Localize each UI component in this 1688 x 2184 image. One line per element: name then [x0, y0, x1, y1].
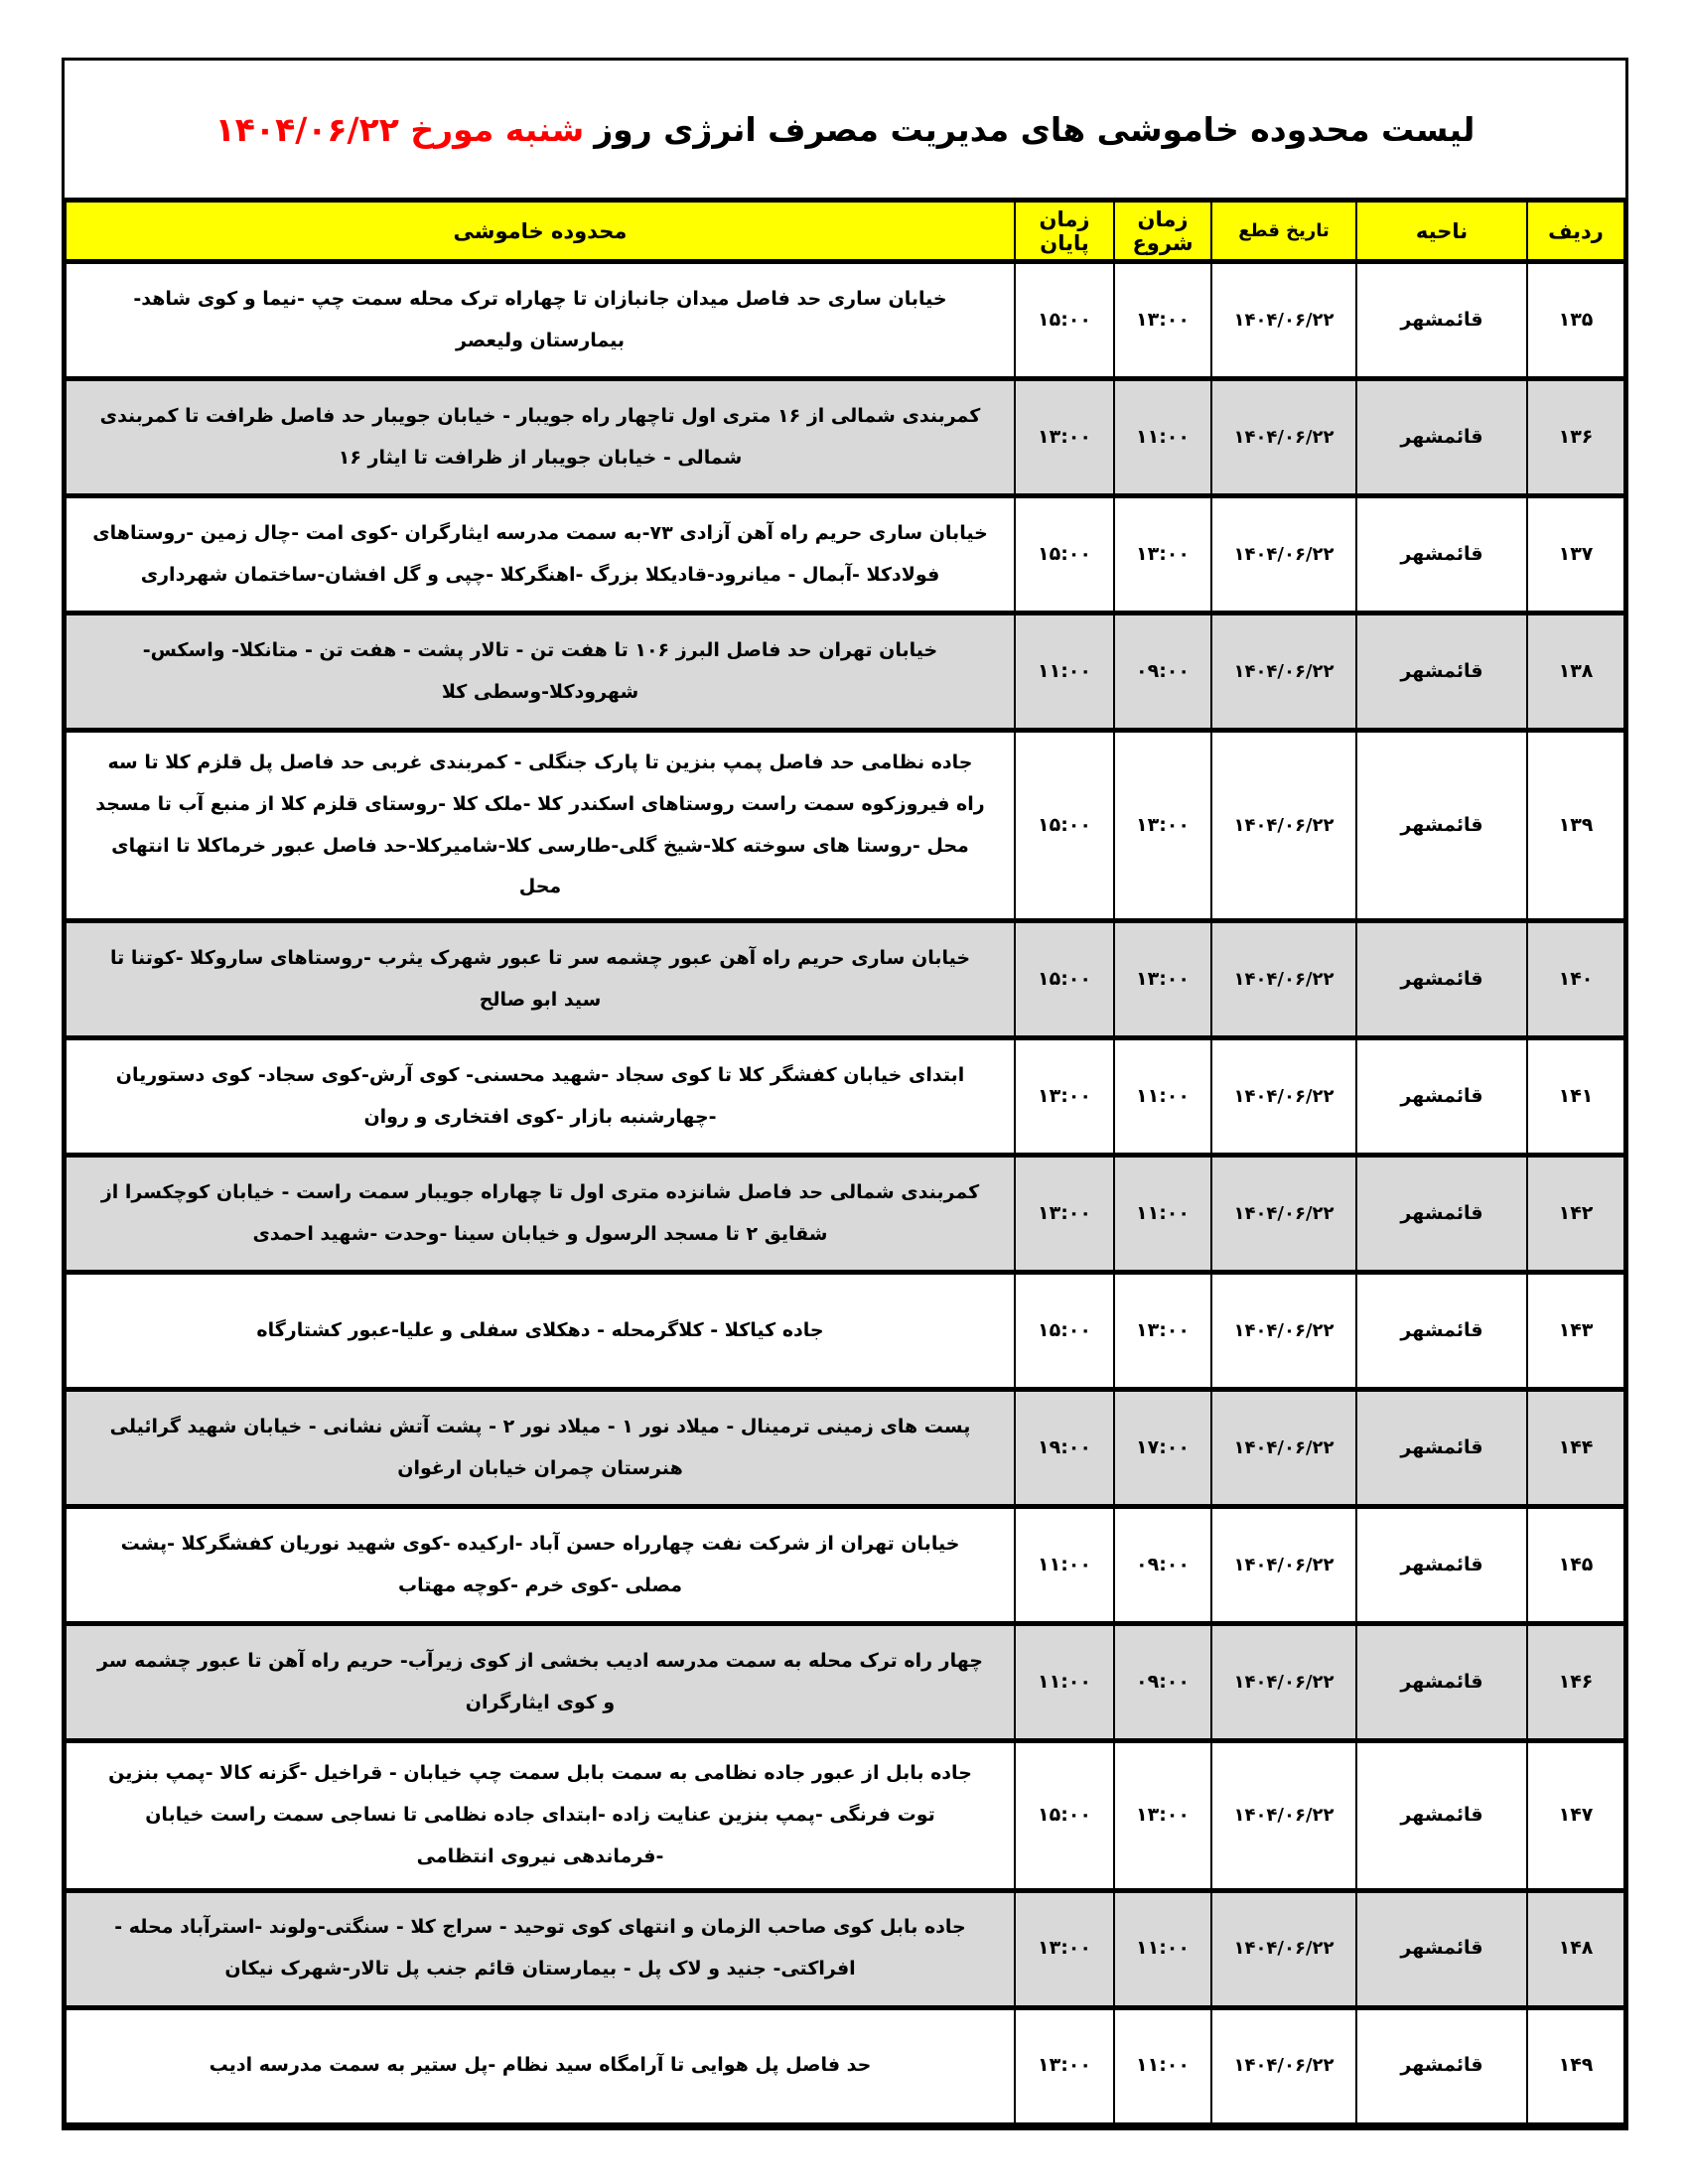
end-time-cell: ۱۵:۰۰ [1015, 496, 1114, 614]
table-row [66, 614, 1624, 731]
cut-date-cell: ۱۴۰۴/۰۶/۲۲ [1211, 379, 1356, 496]
region-cell: قائمشهر [1356, 1741, 1527, 1890]
region-cell: قائمشهر [1356, 614, 1527, 731]
outage-area-cell: جاده نظامی حد فاصل پمپ بنزین تا پارک جنگلی - کمربندی غربی حد فاصل پل قلزم کلا تا سه راه فیروزکوه سمت راست روستاهای اسکندر کلا -ملک کلا -روستای قلزم کلا از منبع آب تا مسجد محل -روستا های سوخته کلا-شیخ گلی-طارسی کلا-شامیرکلا-حد فاصل عبور خرماکلا تا انتهای محل [66, 731, 1015, 921]
cut-date-cell: ۱۴۰۴/۰۶/۲۲ [1211, 614, 1356, 731]
outage-table-body [66, 262, 1624, 2125]
region-cell: قائمشهر [1356, 1624, 1527, 1741]
row-number-cell: ۱۴۵ [1527, 1507, 1624, 1624]
table-row [66, 1890, 1624, 2007]
header-end-time: زمان پایان [1015, 201, 1114, 262]
end-time-cell: ۱۱:۰۰ [1015, 614, 1114, 731]
row-number-cell: ۱۴۴ [1527, 1390, 1624, 1507]
cut-date-cell: ۱۴۰۴/۰۶/۲۲ [1211, 1156, 1356, 1273]
region-cell: قائمشهر [1356, 1273, 1527, 1390]
row-number-cell: ۱۴۹ [1527, 2007, 1624, 2124]
row-number-cell: ۱۴۸ [1527, 1890, 1624, 2007]
region-cell: قائمشهر [1356, 1156, 1527, 1273]
header-start-time: زمان شروع [1114, 201, 1211, 262]
outage-area-cell: خیابان تهران از شرکت نفت چهارراه حسن آباد -ارکیده -کوی شهید نوریان کفشگرکلا -پشت مصلی -کوی خرم -کوچه مهتاب [66, 1507, 1015, 1624]
start-time-cell: ۱۱:۰۰ [1114, 1038, 1211, 1156]
cut-date-cell: ۱۴۰۴/۰۶/۲۲ [1211, 1741, 1356, 1890]
end-time-cell: ۱۳:۰۰ [1015, 1156, 1114, 1273]
table-row [66, 1507, 1624, 1624]
end-time-cell: ۱۵:۰۰ [1015, 1741, 1114, 1890]
outage-area-cell: کمربندی شمالی از ۱۶ متری اول تاچهار راه جویبار - خیابان جویبار حد فاصل ظرافت تا کمربندی شمالی - خیابان جویبار از ظرافت تا ایثار ۱۶ [66, 379, 1015, 496]
table-row [66, 1741, 1624, 1890]
region-cell: قائمشهر [1356, 379, 1527, 496]
outage-area-cell: کمربندی شمالی حد فاصل شانزده متری اول تا چهاراه جویبار سمت راست - خیابان کوچکسرا از شقایق ۲ تا مسجد الرسول و خیابان سینا -وحدت -شهید احمدی [66, 1156, 1015, 1273]
cut-date-cell: ۱۴۰۴/۰۶/۲۲ [1211, 2007, 1356, 2124]
table-row [66, 1038, 1624, 1156]
cut-date-cell: ۱۴۰۴/۰۶/۲۲ [1211, 1507, 1356, 1624]
cut-date-cell: ۱۴۰۴/۰۶/۲۲ [1211, 1038, 1356, 1156]
row-number-cell: ۱۴۰ [1527, 921, 1624, 1038]
table-row [66, 1156, 1624, 1273]
table-row [66, 731, 1624, 921]
outage-area-cell: خیابان ساری حریم راه آهن عبور چشمه سر تا عبور شهرک یثرب -روستاهای ساروکلا -کوتنا تا سید ابو صالح [66, 921, 1015, 1038]
outage-area-cell: چهار راه ترک محله به سمت مدرسه ادیب بخشی از کوی زیرآب- حریم راه آهن تا عبور چشمه سر و کوی ایثارگران [66, 1624, 1015, 1741]
end-time-cell: ۱۵:۰۰ [1015, 731, 1114, 921]
row-number-cell: ۱۴۲ [1527, 1156, 1624, 1273]
end-time-cell: ۱۳:۰۰ [1015, 1890, 1114, 2007]
table-row [66, 496, 1624, 614]
end-time-cell: ۱۳:۰۰ [1015, 1038, 1114, 1156]
start-time-cell: ۱۳:۰۰ [1114, 1273, 1211, 1390]
page-title-date-red-text: شنبه مورخ ۱۴۰۴/۰۶/۲۲ [214, 109, 585, 149]
cut-date-cell: ۱۴۰۴/۰۶/۲۲ [1211, 1890, 1356, 2007]
table-row [66, 262, 1624, 379]
start-time-cell: ۱۱:۰۰ [1114, 2007, 1211, 2124]
region-cell: قائمشهر [1356, 1507, 1527, 1624]
start-time-cell: ۱۳:۰۰ [1114, 1741, 1211, 1890]
table-row [66, 1390, 1624, 1507]
outage-table-header [66, 201, 1624, 262]
end-time-cell: ۱۵:۰۰ [1015, 1273, 1114, 1390]
page-title-black-text: لیست محدوده خاموشی های مدیریت مصرف انرژی روز [594, 109, 1476, 149]
end-time-cell: ۱۵:۰۰ [1015, 921, 1114, 1038]
outage-area-cell: پست های زمینی ترمینال - میلاد نور ۱ - میلاد نور ۲ - پشت آتش نشانی - خیابان شهید گرائیلی هنرستان چمران خیابان ارغوان [66, 1390, 1015, 1507]
row-number-cell: ۱۴۷ [1527, 1741, 1624, 1890]
start-time-cell: ۱۳:۰۰ [1114, 496, 1211, 614]
table-row [66, 379, 1624, 496]
end-time-cell: ۱۳:۰۰ [1015, 2007, 1114, 2124]
header-cut-date: تاریخ قطع [1211, 201, 1356, 262]
cut-date-cell: ۱۴۰۴/۰۶/۲۲ [1211, 1624, 1356, 1741]
table-row [66, 1624, 1624, 1741]
end-time-cell: ۱۹:۰۰ [1015, 1390, 1114, 1507]
end-time-cell: ۱۱:۰۰ [1015, 1507, 1114, 1624]
cut-date-cell: ۱۴۰۴/۰۶/۲۲ [1211, 1390, 1356, 1507]
row-number-cell: ۱۳۶ [1527, 379, 1624, 496]
page-title [65, 61, 1625, 198]
cut-date-cell: ۱۴۰۴/۰۶/۲۲ [1211, 496, 1356, 614]
outage-area-cell: خیابان ساری حریم راه آهن آزادی ۷۳-به سمت مدرسه ایثارگران -کوی امت -چال زمین -روستاهای فولادکلا -آبمال - میانرود-قادیکلا بزرگ -اهنگرکلا -چپی و گل افشان-ساختمان شهرداری [66, 496, 1015, 614]
header-row [66, 201, 1624, 262]
end-time-cell: ۱۳:۰۰ [1015, 379, 1114, 496]
outage-area-cell: خیابان ساری حد فاصل میدان جانبازان تا چهاراه ترک محله سمت چپ -نیما و کوی شاهد-بیمارستان ولیعصر [66, 262, 1015, 379]
cut-date-cell: ۱۴۰۴/۰۶/۲۲ [1211, 1273, 1356, 1390]
outage-schedule-sheet [62, 58, 1628, 2130]
region-cell: قائمشهر [1356, 262, 1527, 379]
row-number-cell: ۱۴۶ [1527, 1624, 1624, 1741]
start-time-cell: ۱۷:۰۰ [1114, 1390, 1211, 1507]
region-cell: قائمشهر [1356, 496, 1527, 614]
start-time-cell: ۱۱:۰۰ [1114, 1890, 1211, 2007]
start-time-cell: ۰۹:۰۰ [1114, 614, 1211, 731]
row-number-cell: ۱۳۸ [1527, 614, 1624, 731]
table-row [66, 1273, 1624, 1390]
row-number-cell: ۱۳۹ [1527, 731, 1624, 921]
start-time-cell: ۱۳:۰۰ [1114, 731, 1211, 921]
cut-date-cell: ۱۴۰۴/۰۶/۲۲ [1211, 921, 1356, 1038]
start-time-cell: ۰۹:۰۰ [1114, 1507, 1211, 1624]
region-cell: قائمشهر [1356, 1390, 1527, 1507]
region-cell: قائمشهر [1356, 731, 1527, 921]
start-time-cell: ۱۱:۰۰ [1114, 379, 1211, 496]
cut-date-cell: ۱۴۰۴/۰۶/۲۲ [1211, 262, 1356, 379]
row-number-cell: ۱۳۵ [1527, 262, 1624, 379]
outage-area-cell: ابتدای خیابان کفشگر کلا تا کوی سجاد -شهید محسنی- کوی آرش-کوی سجاد- کوی دستوریان -چهارشنبه بازار -کوی افتخاری و روان [66, 1038, 1015, 1156]
region-cell: قائمشهر [1356, 921, 1527, 1038]
region-cell: قائمشهر [1356, 2007, 1527, 2124]
outage-area-cell: خیابان تهران حد فاصل البرز ۱۰۶ تا هفت تن - تالار پشت - هفت تن - متانکلا- واسکس- شهرودکلا-وسطی کلا [66, 614, 1015, 731]
end-time-cell: ۱۵:۰۰ [1015, 262, 1114, 379]
outage-table [65, 198, 1625, 2127]
outage-area-cell: جاده کیاکلا - کلاگرمحله - دهکلای سفلی و علیا-عبور کشتارگاه [66, 1273, 1015, 1390]
end-time-cell: ۱۱:۰۰ [1015, 1624, 1114, 1741]
outage-area-cell: جاده بابل کوی صاحب الزمان و انتهای کوی توحید - سراج کلا - سنگتی-ولوند -استرآباد محله - افراکتی- جنید و لاک پل - بیمارستان قائم جنب پل تالار-شهرک نیکان [66, 1890, 1015, 2007]
cut-date-cell: ۱۴۰۴/۰۶/۲۲ [1211, 731, 1356, 921]
outage-area-cell: حد فاصل پل هوایی تا آرامگاه سید نظام -پل ستیر به سمت مدرسه ادیب [66, 2007, 1015, 2124]
header-region: ناحیه [1356, 201, 1527, 262]
header-row-number: ردیف [1527, 201, 1624, 262]
row-number-cell: ۱۴۳ [1527, 1273, 1624, 1390]
start-time-cell: ۰۹:۰۰ [1114, 1624, 1211, 1741]
region-cell: قائمشهر [1356, 1038, 1527, 1156]
start-time-cell: ۱۱:۰۰ [1114, 1156, 1211, 1273]
start-time-cell: ۱۳:۰۰ [1114, 921, 1211, 1038]
outage-area-cell: جاده بابل از عبور جاده نظامی به سمت بابل سمت چپ خیابان - قراخیل -گزنه کالا -پمپ بنزین توت فرنگی -پمپ بنزین عنایت زاده -ابتدای جاده نظامی تا نساجی سمت راست خیابان -فرماندهی نیروی انتظامی [66, 1741, 1015, 1890]
table-row [66, 2007, 1624, 2124]
table-row [66, 921, 1624, 1038]
row-number-cell: ۱۴۱ [1527, 1038, 1624, 1156]
region-cell: قائمشهر [1356, 1890, 1527, 2007]
header-outage-area: محدوده خاموشی [66, 201, 1015, 262]
start-time-cell: ۱۳:۰۰ [1114, 262, 1211, 379]
row-number-cell: ۱۳۷ [1527, 496, 1624, 614]
